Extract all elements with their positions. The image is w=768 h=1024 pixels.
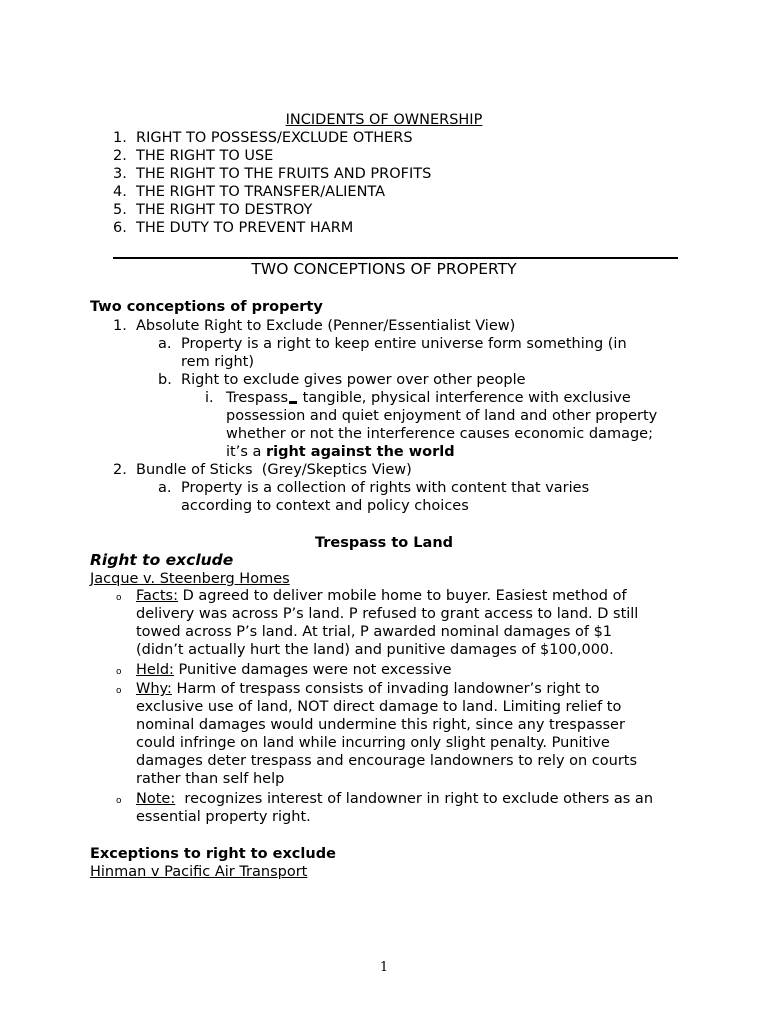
list-item-continued: whether or not the interference causes economic damage;: [226, 426, 653, 442]
why-line: rather than self help: [136, 771, 285, 787]
facts-line: (didn’t actually hurt the land) and punitive damages of $100,000.: [136, 642, 614, 658]
incident-number: 6.: [113, 220, 127, 236]
incidents-title: INCIDENTS OF OWNERSHIP: [285, 112, 483, 128]
list-item: Bundle of Sticks (Grey/Skeptics View): [136, 462, 412, 478]
note-line: essential property right.: [136, 809, 311, 825]
bullet-icon: o: [116, 667, 122, 677]
case-title: Hinman v Pacific Air Transport: [90, 864, 308, 880]
text-span: Punitive damages were not excessive: [173, 662, 452, 678]
bullet-icon: o: [116, 593, 122, 603]
list-letter: b.: [158, 372, 172, 388]
bullet-icon: o: [116, 686, 122, 696]
dash-glyph: [289, 401, 297, 404]
note-label: Note:: [136, 791, 176, 807]
facts-line: delivery was across P’s land. P refused to grant access to land. D still: [136, 606, 639, 622]
incident-item: THE RIGHT TO TRANSFER/ALIENTA: [136, 184, 386, 200]
facts-line: [136, 587, 627, 605]
note-line: [136, 790, 653, 808]
text-span: Harm of trespass consists of invading landowner’s right to: [171, 681, 600, 697]
list-item: Property is a collection of rights with content that varies: [181, 480, 590, 496]
list-letter: a.: [158, 480, 172, 496]
list-number: 2.: [113, 462, 127, 478]
held-line: [136, 661, 452, 679]
list-roman: i.: [205, 390, 214, 406]
incident-number: 4.: [113, 184, 127, 200]
list-item-continued: [226, 443, 455, 461]
trespass-lead: Trespass: [226, 390, 289, 406]
list-item-continued: rem right): [181, 354, 255, 370]
two-conceptions-heading: TWO CONCEPTIONS OF PROPERTY: [251, 260, 517, 278]
why-line: could infringe on land while incurring only slight penalty. Punitive: [136, 735, 610, 751]
trespass-definition: tangible, physical interference with exclusive: [302, 390, 631, 406]
facts-label: Facts:: [136, 588, 178, 604]
why-line: nominal damages would undermine this right, since any trespasser: [136, 717, 625, 733]
text-span: recognizes interest of landowner in right to exclude others as an: [175, 791, 654, 807]
list-number: 1.: [113, 318, 127, 334]
why-line: exclusive use of land, NOT direct damage to land. Limiting relief to: [136, 699, 622, 715]
list-item: Absolute Right to Exclude (Penner/Essentialist View): [136, 318, 516, 334]
text-span: it’s a: [226, 444, 266, 460]
list-item: Property is a right to keep entire universe form something (in: [181, 336, 627, 352]
why-line: damages deter trespass and encourage landowners to rely on courts: [136, 753, 638, 769]
list-letter: a.: [158, 336, 172, 352]
right-to-exclude-heading: Right to exclude: [90, 551, 234, 569]
incident-number: 3.: [113, 166, 127, 182]
case-title: Jacque v. Steenberg Homes: [90, 571, 290, 587]
list-item: Right to exclude gives power over other people: [181, 372, 526, 388]
held-label: Held:: [136, 662, 174, 678]
text-span: D agreed to deliver mobile home to buyer. Easiest method of: [178, 588, 627, 604]
list-item-continued: possession and quiet enjoyment of land and other property: [226, 408, 658, 424]
bold-phrase: right against the world: [265, 444, 455, 460]
bullet-icon: o: [116, 796, 122, 806]
two-conceptions-subheading: Two conceptions of property: [90, 299, 323, 315]
page-number: 1: [379, 960, 389, 975]
incident-item: THE RIGHT TO USE: [136, 148, 274, 164]
incident-item: THE DUTY TO PREVENT HARM: [136, 220, 354, 236]
incident-item: THE RIGHT TO DESTROY: [136, 202, 313, 218]
incident-number: 1.: [113, 130, 127, 146]
incident-number: 5.: [113, 202, 127, 218]
incident-number: 2.: [113, 148, 127, 164]
list-item-continued: according to context and policy choices: [181, 498, 469, 514]
exceptions-heading: Exceptions to right to exclude: [90, 846, 336, 862]
why-label: Why:: [136, 681, 172, 697]
horizontal-rule: [113, 257, 678, 259]
incident-item: RIGHT TO POSSESS/EXCLUDE OTHERS: [136, 130, 413, 146]
list-item: [226, 389, 631, 407]
incident-item: THE RIGHT TO THE FRUITS AND PROFITS: [136, 166, 432, 182]
trespass-heading: Trespass to Land: [314, 535, 454, 551]
why-line: [136, 680, 600, 698]
facts-line: towed across P’s land. At trial, P awarded nominal damages of $1: [136, 624, 613, 640]
